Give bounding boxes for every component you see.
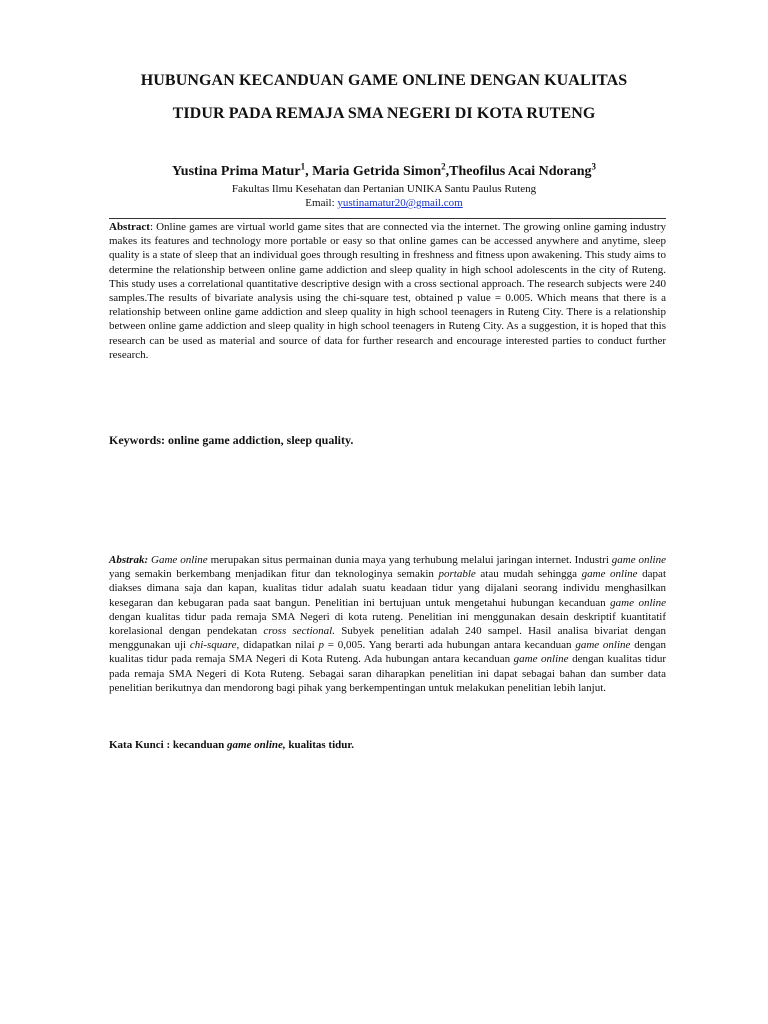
author-name: Yustina Prima Matur — [171, 164, 301, 179]
email-label: Email: — [305, 197, 338, 209]
abstrak-text: dengan kualitas tidur pada remaja SMA Negeri di Kota Ruteng. Ada hubungan antara kecanduan — [109, 639, 666, 666]
author-affiliation-mark: 2 — [441, 161, 446, 172]
abstrak-italic-term: game online — [581, 568, 638, 581]
abstract-body: Online games are virtual world game sites that are connected via the internet. The growing online gaming industry makes its features and technology more portable or easy so that online games can be accessed anywhere and anytime, sleep quality is a state of sleep that an individual goes through resulting in freshness and fitness upon awakening. This study aims to determine the relationship between online game addiction and sleep quality in high school adolescents in the city of Ruteng. This study uses a correlational quantitative descriptive design with a cross sectional approach. The research subjects were 240 samples.The results of bivariate analysis using the chi-square test, obtained p value = 0.005. Which means that there is a relationship between online game addiction and sleep quality in high school teenagers in Ruteng City. There is a relationship between online game addiction and sleep quality in high school teenagers in Ruteng City. As a suggestion, it is hoped that this research can be used as material and source of data for further research and encourage interested parties to conduct further research. — [109, 221, 666, 361]
title-line-2: TIDUR PADA REMAJA SMA NEGERI DI KOTA RUTENG — [172, 105, 596, 122]
author-affiliation-mark: 3 — [591, 161, 597, 172]
abstrak-text: atau mudah sehingga — [475, 568, 582, 581]
abstrak-italic-term: portable — [438, 568, 476, 581]
abstrak-italic-term: Game online — [151, 554, 208, 566]
abstrak-text: dapat diakses dimana saja dan kapan, kualitas tidur adalah suatu keadaan tidur yang dijalani seorang individu menghasilkan kesegaran dan kebugaran pada saat bangun. Penelitian ini bertujuan untuk mengetahui hubungan kecanduan — [109, 568, 666, 609]
katakunci-rest: kualitas tidur. — [285, 739, 355, 751]
email-link[interactable]: yustinamatur20@gmail.com — [337, 197, 463, 209]
author-separator: , — [445, 164, 450, 179]
katakunci-italic: game online, — [226, 739, 286, 751]
author-name: Maria Getrida Simon — [312, 164, 442, 179]
abstrak-text: Subyek penelitian adalah 240 sampel. Hasil analisa bivariat dengan menggunakan uji — [109, 625, 667, 652]
abstrak-text: = 0,005. Yang berarti ada hubungan antara kecanduan — [323, 639, 576, 652]
abstrak-text: dengan kualitas tidur pada remaja SMA Negeri di kota ruteng. Penelitian ini menggunakan desain deskriptif kuantitatif korelasional dengan pendekatan — [109, 610, 666, 638]
abstrak-label: Abstrak: — [109, 554, 149, 566]
author-list — [100, 162, 668, 182]
abstrak-italic-term: chi-square, — [189, 639, 240, 652]
katakunci-label: Kata Kunci : kecanduan — [109, 739, 227, 751]
title-line-1: HUBUNGAN KECANDUAN GAME ONLINE DENGAN KUALITAS — [140, 72, 628, 89]
paper-title — [100, 64, 668, 130]
section-divider — [109, 218, 666, 219]
email-line — [100, 196, 668, 210]
abstrak-text: merupakan situs permainan dunia maya yang terhubung melalui jaringan internet. Industri — [207, 554, 612, 566]
affiliation: Fakultas Ilmu Kesehatan dan Pertanian UNIKA Santu Paulus Ruteng — [231, 183, 537, 195]
author-separator: , — [305, 164, 313, 179]
abstrak-text: yang semakin berkembang menjadikan fitur dan teknologinya semakin — [109, 568, 439, 581]
abstrak-italic-term: cross sectional. — [263, 625, 335, 638]
abstrak-italic-term: game online — [611, 554, 667, 566]
author-affiliation-mark: 1 — [300, 161, 306, 172]
abstract-indonesian — [109, 553, 666, 695]
abstract-label: Abstract — [109, 221, 150, 233]
author-name: Theofilus Acai Ndorang — [449, 164, 592, 179]
abstrak-text: didapatkan nilai — [239, 639, 319, 652]
abstrak-italic-term: game online — [610, 596, 666, 609]
keywords-english: Keywords: online game addiction, sleep quality. — [109, 433, 354, 447]
abstract-english — [109, 220, 666, 362]
abstrak-italic-term: p — [318, 639, 324, 652]
abstrak-text: dengan kualitas tidur pada remaja SMA Negeri di Kota Ruteng. Sebagai saran diharapkan penelitian ini dapat sebagai bahan dan sumber data penelitian berikutnya dan mendorong bagi pihak yang berkempentingan untuk melakukan penelitian lebih lanjut. — [109, 653, 666, 694]
abstrak-italic-term: game online — [513, 653, 569, 666]
abstract-colon: : — [149, 221, 157, 233]
keywords-indonesian — [109, 738, 666, 752]
abstrak-italic-term: game online — [575, 639, 631, 652]
